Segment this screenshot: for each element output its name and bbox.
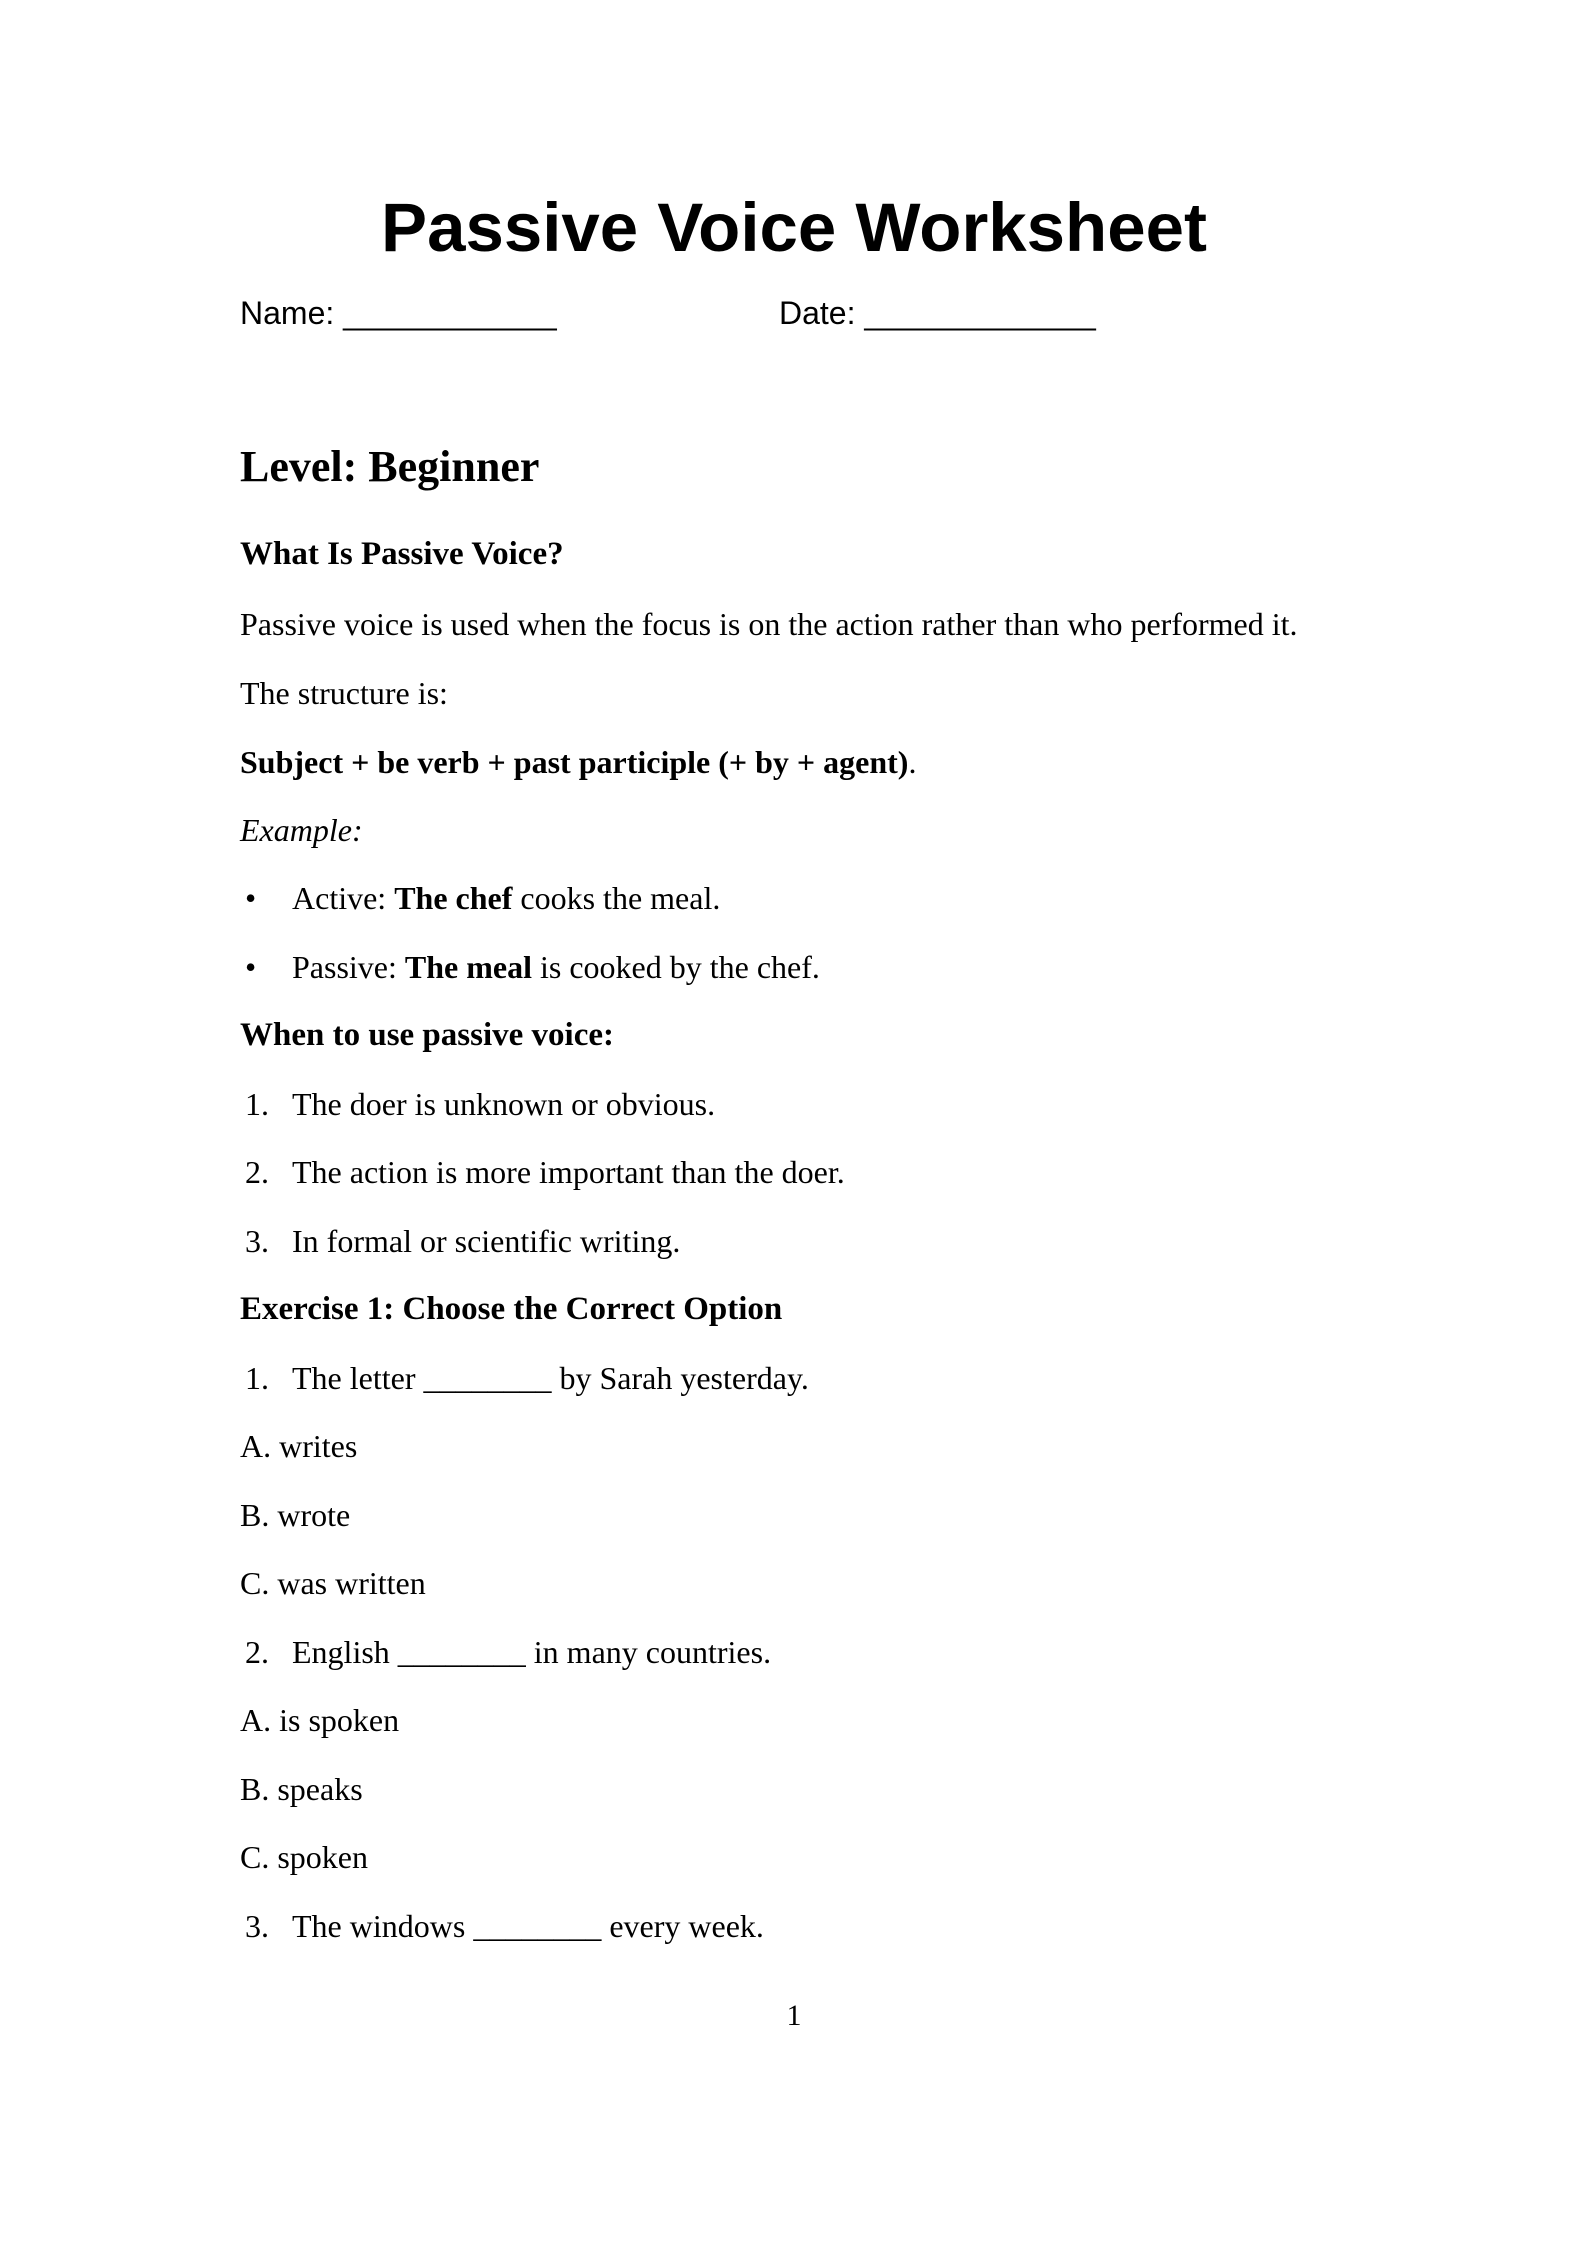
date-label: Date: <box>779 295 865 331</box>
bullet-prefix: Active: <box>292 880 395 916</box>
option-a: A. is spoken <box>240 1702 400 1738</box>
question-number: 2. <box>245 1634 269 1670</box>
item-text: The doer is unknown or obvious. <box>292 1086 716 1122</box>
bullet-text <box>292 951 820 983</box>
bullet-icon: • <box>245 949 257 985</box>
structure-formula <box>240 746 916 778</box>
question-2 <box>240 1636 1350 1764</box>
bullet-suffix: cooks the meal. <box>512 880 721 916</box>
formula-period: . <box>908 744 917 780</box>
example-label: Example: <box>240 812 363 848</box>
question-text: The windows ________ every week. <box>292 1908 764 1944</box>
bullet-prefix: Passive: <box>292 949 405 985</box>
bullet-text <box>292 882 720 914</box>
date-field <box>779 297 1096 329</box>
question-number: 1. <box>245 1360 269 1396</box>
bullet-item-passive <box>240 951 1350 1079</box>
name-field <box>240 297 557 329</box>
heading-when-to-use: When to use passive voice: <box>240 1017 614 1053</box>
item-number: 3. <box>245 1223 269 1259</box>
item-text: The action is more important than the doer. <box>292 1154 845 1190</box>
date-blank: _____________ <box>864 295 1096 331</box>
item-number: 2. <box>245 1154 269 1190</box>
question-1 <box>240 1362 1350 1490</box>
option-b: B. speaks <box>240 1771 363 1807</box>
question-number: 3. <box>245 1908 269 1944</box>
numbered-item <box>240 1225 1350 1353</box>
formula-bold-text: Subject + be verb + past participle (+ by + agent) <box>240 744 909 780</box>
option-b: B. wrote <box>240 1497 351 1533</box>
bullet-emphasis: The chef <box>394 880 513 916</box>
item-text: In formal or scientific writing. <box>292 1223 681 1259</box>
bullet-suffix: is cooked by the chef. <box>531 949 820 985</box>
name-blank: ____________ <box>343 295 557 331</box>
question-text: English ________ in many countries. <box>292 1634 772 1670</box>
option-c: C. spoken <box>240 1839 368 1875</box>
page-title: Passive Voice Worksheet <box>381 189 1207 266</box>
option-a: A. writes <box>240 1428 358 1464</box>
option-c: C. was written <box>240 1565 426 1601</box>
heading-exercise-1: Exercise 1: Choose the Correct Option <box>240 1291 783 1327</box>
bullet-icon: • <box>245 880 257 916</box>
intro-paragraph: Passive voice is used when the focus is on the action rather than who performed it. The structure is: <box>240 606 1298 711</box>
page-number: 1 <box>786 1999 802 2032</box>
heading-level: Level: Beginner <box>240 442 540 491</box>
bullet-emphasis: The meal <box>404 949 532 985</box>
question-text: The letter ________ by Sarah yesterday. <box>292 1360 809 1396</box>
item-number: 1. <box>245 1086 269 1122</box>
heading-what-is-passive-voice: What Is Passive Voice? <box>240 536 564 572</box>
name-label: Name: <box>240 295 344 331</box>
